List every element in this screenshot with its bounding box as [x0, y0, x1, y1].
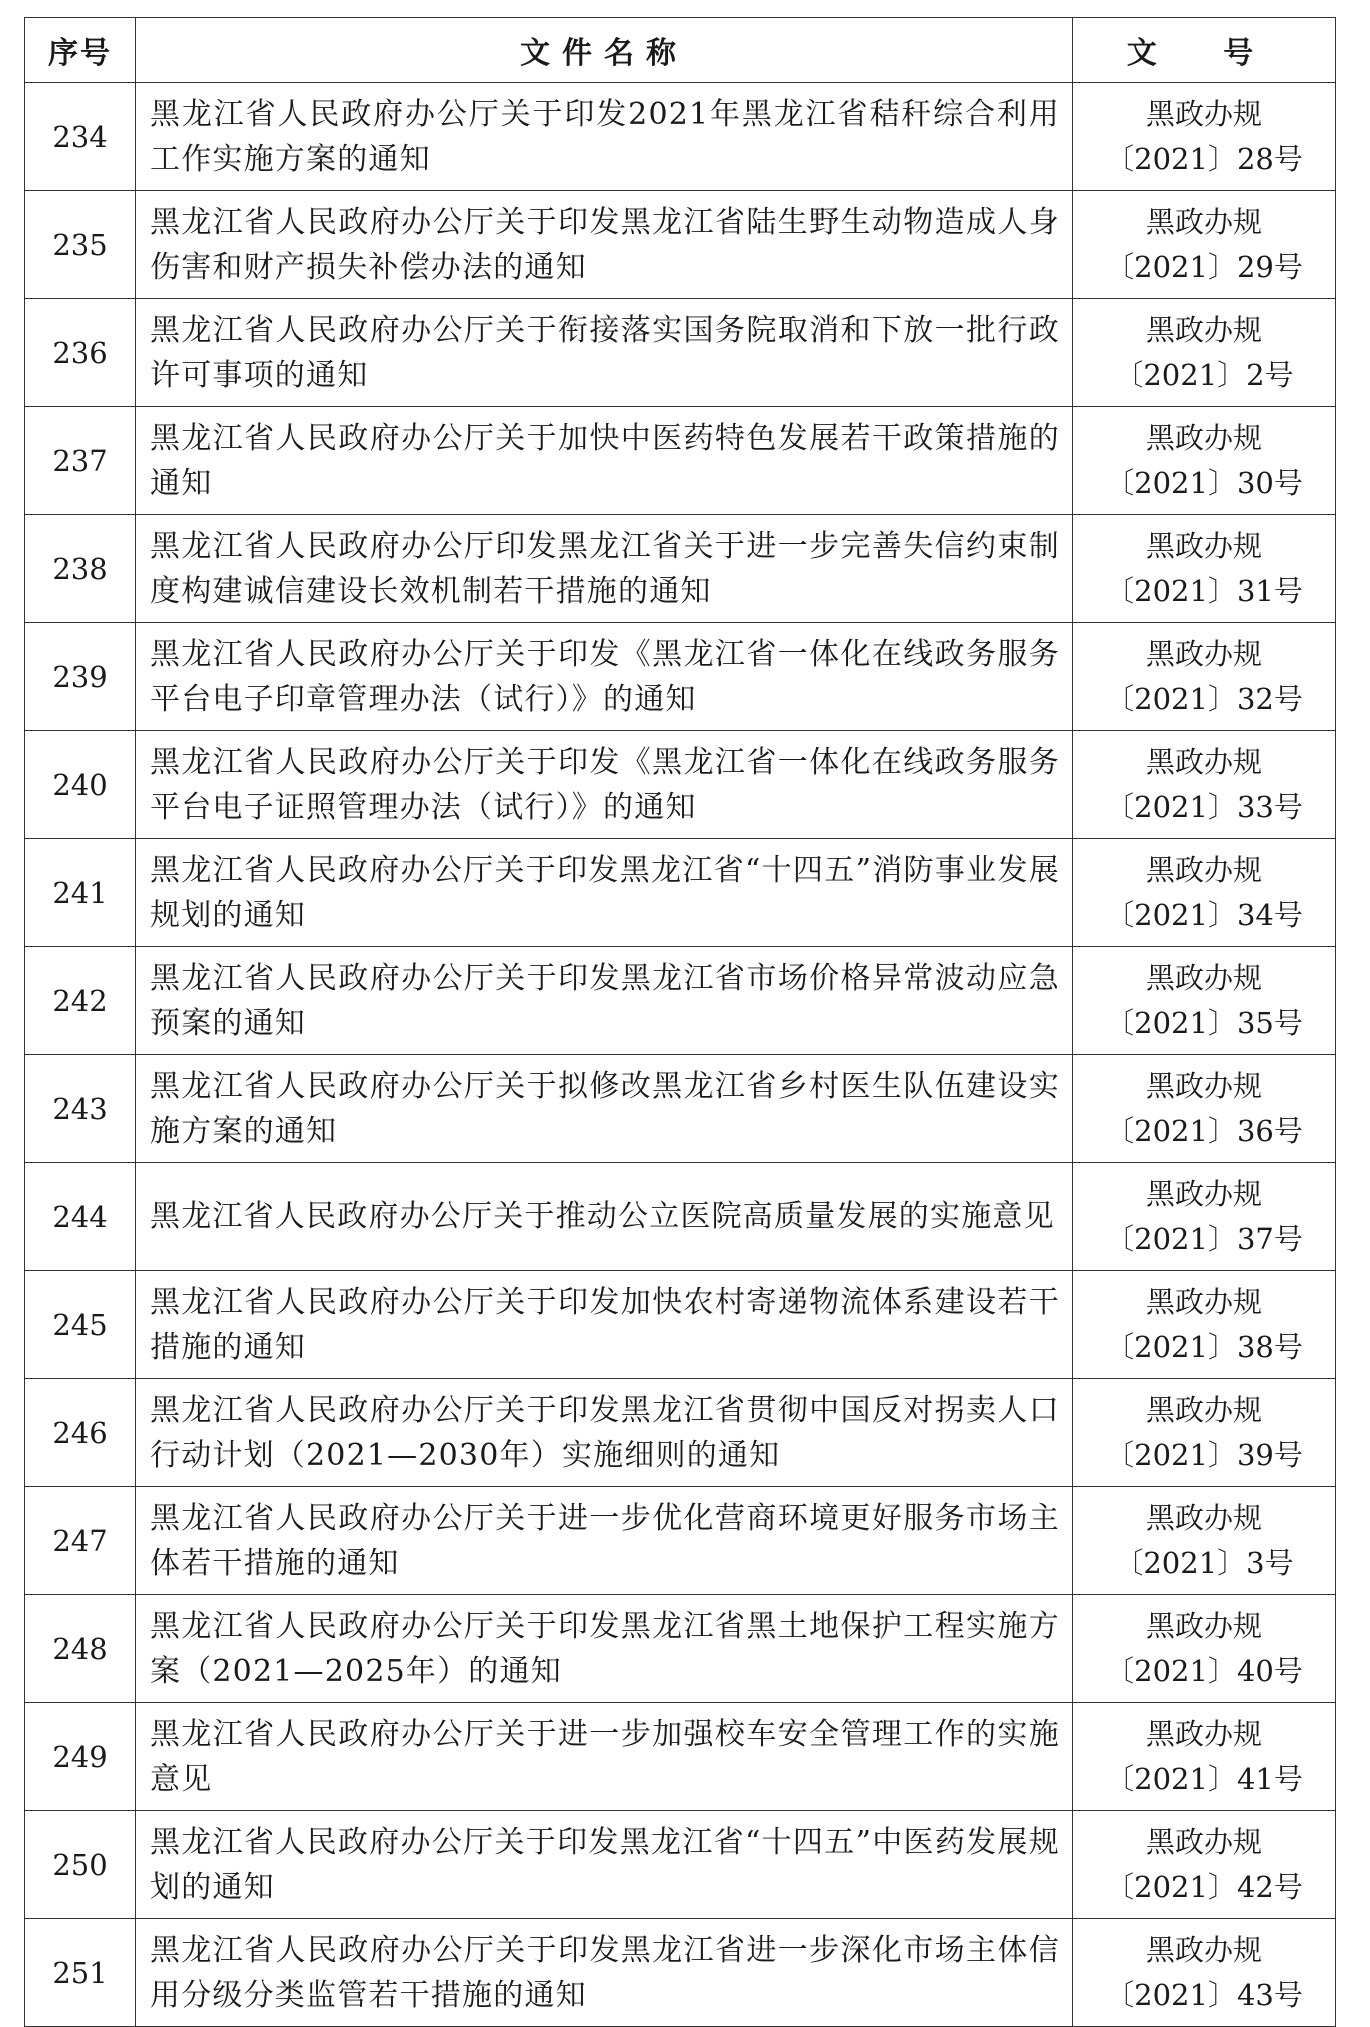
file-name-cell: 黑龙江省人民政府办公厅关于进一步优化营商环境更好服务市场主体若干措施的通知 — [136, 1487, 1073, 1595]
table-row — [25, 1487, 1336, 1595]
seq-cell: 249 — [25, 1703, 136, 1811]
doc-number-cell — [1073, 83, 1336, 191]
doc-number-year: 〔2021〕37号 — [1105, 1221, 1303, 1256]
seq-cell: 242 — [25, 947, 136, 1055]
header-file-name: 文件名称 — [136, 18, 1073, 83]
doc-number-prefix: 黑政办规 — [1145, 528, 1262, 563]
seq-cell: 248 — [25, 1595, 136, 1703]
doc-number-prefix: 黑政办规 — [1145, 744, 1262, 779]
seq-cell: 234 — [25, 83, 136, 191]
file-name-cell: 黑龙江省人民政府办公厅关于印发黑龙江省黑土地保护工程实施方案（2021—2025年）的通知 — [136, 1595, 1073, 1703]
table-row — [25, 407, 1336, 515]
doc-number-prefix: 黑政办规 — [1145, 1500, 1262, 1535]
doc-number-year: 〔2021〕28号 — [1105, 141, 1303, 176]
doc-number-year: 〔2021〕32号 — [1105, 681, 1303, 716]
file-name-cell: 黑龙江省人民政府办公厅印发黑龙江省关于进一步完善失信约束制度构建诚信建设长效机制若干措施的通知 — [136, 515, 1073, 623]
doc-number-prefix: 黑政办规 — [1145, 312, 1262, 347]
doc-number-year: 〔2021〕30号 — [1105, 465, 1303, 500]
seq-cell: 238 — [25, 515, 136, 623]
doc-number-year: 〔2021〕39号 — [1105, 1437, 1303, 1472]
table-row — [25, 623, 1336, 731]
table-row — [25, 515, 1336, 623]
seq-cell: 244 — [25, 1163, 136, 1271]
seq-cell: 247 — [25, 1487, 136, 1595]
doc-number-cell — [1073, 731, 1336, 839]
doc-number-prefix: 黑政办规 — [1145, 636, 1262, 671]
header-seq: 序号 — [25, 18, 136, 83]
seq-cell: 246 — [25, 1379, 136, 1487]
doc-number-prefix: 黑政办规 — [1145, 204, 1262, 239]
doc-number-cell — [1073, 1703, 1336, 1811]
doc-number-year: 〔2021〕38号 — [1105, 1329, 1303, 1364]
doc-number-prefix: 黑政办规 — [1145, 1716, 1262, 1751]
doc-number-prefix: 黑政办规 — [1145, 960, 1262, 995]
doc-number-prefix: 黑政办规 — [1145, 1068, 1262, 1103]
file-name-cell: 黑龙江省人民政府办公厅关于进一步加强校车安全管理工作的实施意见 — [136, 1703, 1073, 1811]
doc-number-prefix: 黑政办规 — [1145, 1284, 1262, 1319]
file-name-cell: 黑龙江省人民政府办公厅关于推动公立医院高质量发展的实施意见 — [136, 1163, 1073, 1271]
doc-number-year: 〔2021〕31号 — [1105, 573, 1303, 608]
file-name-cell: 黑龙江省人民政府办公厅关于印发黑龙江省贯彻中国反对拐卖人口行动计划（2021—2030年）实施细则的通知 — [136, 1379, 1073, 1487]
table-row — [25, 1271, 1336, 1379]
seq-cell: 236 — [25, 299, 136, 407]
doc-number-year: 〔2021〕36号 — [1105, 1113, 1303, 1148]
doc-number-cell — [1073, 1595, 1336, 1703]
doc-number-year: 〔2021〕35号 — [1105, 1005, 1303, 1040]
doc-number-prefix: 黑政办规 — [1145, 1176, 1262, 1211]
file-name-cell: 黑龙江省人民政府办公厅关于印发黑龙江省陆生野生动物造成人身伤害和财产损失补偿办法的通知 — [136, 191, 1073, 299]
table-row — [25, 1055, 1336, 1163]
table-row — [25, 191, 1336, 299]
doc-number-cell — [1073, 839, 1336, 947]
table-row — [25, 1919, 1336, 2027]
seq-cell: 251 — [25, 1919, 136, 2027]
table-row — [25, 1379, 1336, 1487]
file-name-cell: 黑龙江省人民政府办公厅关于加快中医药特色发展若干政策措施的通知 — [136, 407, 1073, 515]
file-name-cell: 黑龙江省人民政府办公厅关于衔接落实国务院取消和下放一批行政许可事项的通知 — [136, 299, 1073, 407]
doc-number-prefix: 黑政办规 — [1145, 420, 1262, 455]
file-name-cell: 黑龙江省人民政府办公厅关于印发黑龙江省进一步深化市场主体信用分级分类监管若干措施的通知 — [136, 1919, 1073, 2027]
table-row — [25, 839, 1336, 947]
doc-number-prefix: 黑政办规 — [1145, 1824, 1262, 1859]
header-doc-number: 文 号 — [1073, 18, 1336, 83]
table-row — [25, 1811, 1336, 1919]
doc-number-cell — [1073, 1919, 1336, 2027]
doc-number-cell — [1073, 515, 1336, 623]
table-row — [25, 83, 1336, 191]
seq-cell: 240 — [25, 731, 136, 839]
doc-number-cell — [1073, 1379, 1336, 1487]
file-name-cell: 黑龙江省人民政府办公厅关于印发黑龙江省“十四五”消防事业发展规划的通知 — [136, 839, 1073, 947]
document-list-table — [24, 17, 1336, 2027]
doc-number-year: 〔2021〕3号 — [1114, 1545, 1294, 1580]
table-row — [25, 1703, 1336, 1811]
doc-number-cell — [1073, 1271, 1336, 1379]
file-name-cell: 黑龙江省人民政府办公厅关于印发黑龙江省“十四五”中医药发展规划的通知 — [136, 1811, 1073, 1919]
file-name-cell: 黑龙江省人民政府办公厅关于印发加快农村寄递物流体系建设若干措施的通知 — [136, 1271, 1073, 1379]
table-body — [25, 83, 1336, 2027]
doc-number-prefix: 黑政办规 — [1145, 852, 1262, 887]
doc-number-cell — [1073, 623, 1336, 731]
seq-cell: 237 — [25, 407, 136, 515]
table-row — [25, 299, 1336, 407]
seq-cell: 243 — [25, 1055, 136, 1163]
doc-number-cell — [1073, 299, 1336, 407]
seq-cell: 239 — [25, 623, 136, 731]
doc-number-year: 〔2021〕43号 — [1105, 1977, 1303, 2012]
table-row — [25, 731, 1336, 839]
doc-number-cell — [1073, 1487, 1336, 1595]
doc-number-cell — [1073, 407, 1336, 515]
file-name-cell: 黑龙江省人民政府办公厅关于印发《黑龙江省一体化在线政务服务平台电子证照管理办法（试行）》的通知 — [136, 731, 1073, 839]
doc-number-cell — [1073, 191, 1336, 299]
seq-cell: 241 — [25, 839, 136, 947]
file-name-cell: 黑龙江省人民政府办公厅关于印发《黑龙江省一体化在线政务服务平台电子印章管理办法（试行）》的通知 — [136, 623, 1073, 731]
table-row — [25, 1163, 1336, 1271]
doc-number-year: 〔2021〕2号 — [1114, 357, 1294, 392]
seq-cell: 235 — [25, 191, 136, 299]
seq-cell: 250 — [25, 1811, 136, 1919]
file-name-cell: 黑龙江省人民政府办公厅关于拟修改黑龙江省乡村医生队伍建设实施方案的通知 — [136, 1055, 1073, 1163]
doc-number-prefix: 黑政办规 — [1145, 96, 1262, 131]
doc-number-cell — [1073, 1163, 1336, 1271]
doc-number-prefix: 黑政办规 — [1145, 1392, 1262, 1427]
doc-number-cell — [1073, 1811, 1336, 1919]
table-header-row — [25, 18, 1336, 83]
doc-number-year: 〔2021〕34号 — [1105, 897, 1303, 932]
table-row — [25, 1595, 1336, 1703]
doc-number-prefix: 黑政办规 — [1145, 1608, 1262, 1643]
doc-number-prefix: 黑政办规 — [1145, 1932, 1262, 1967]
doc-number-year: 〔2021〕40号 — [1105, 1653, 1303, 1688]
doc-number-year: 〔2021〕42号 — [1105, 1869, 1303, 1904]
doc-number-cell — [1073, 947, 1336, 1055]
doc-number-year: 〔2021〕41号 — [1105, 1761, 1303, 1796]
doc-number-year: 〔2021〕29号 — [1105, 249, 1303, 284]
table-row — [25, 947, 1336, 1055]
doc-number-cell — [1073, 1055, 1336, 1163]
file-name-cell: 黑龙江省人民政府办公厅关于印发黑龙江省市场价格异常波动应急预案的通知 — [136, 947, 1073, 1055]
file-name-cell: 黑龙江省人民政府办公厅关于印发2021年黑龙江省秸秆综合利用工作实施方案的通知 — [136, 83, 1073, 191]
doc-number-year: 〔2021〕33号 — [1105, 789, 1303, 824]
seq-cell: 245 — [25, 1271, 136, 1379]
